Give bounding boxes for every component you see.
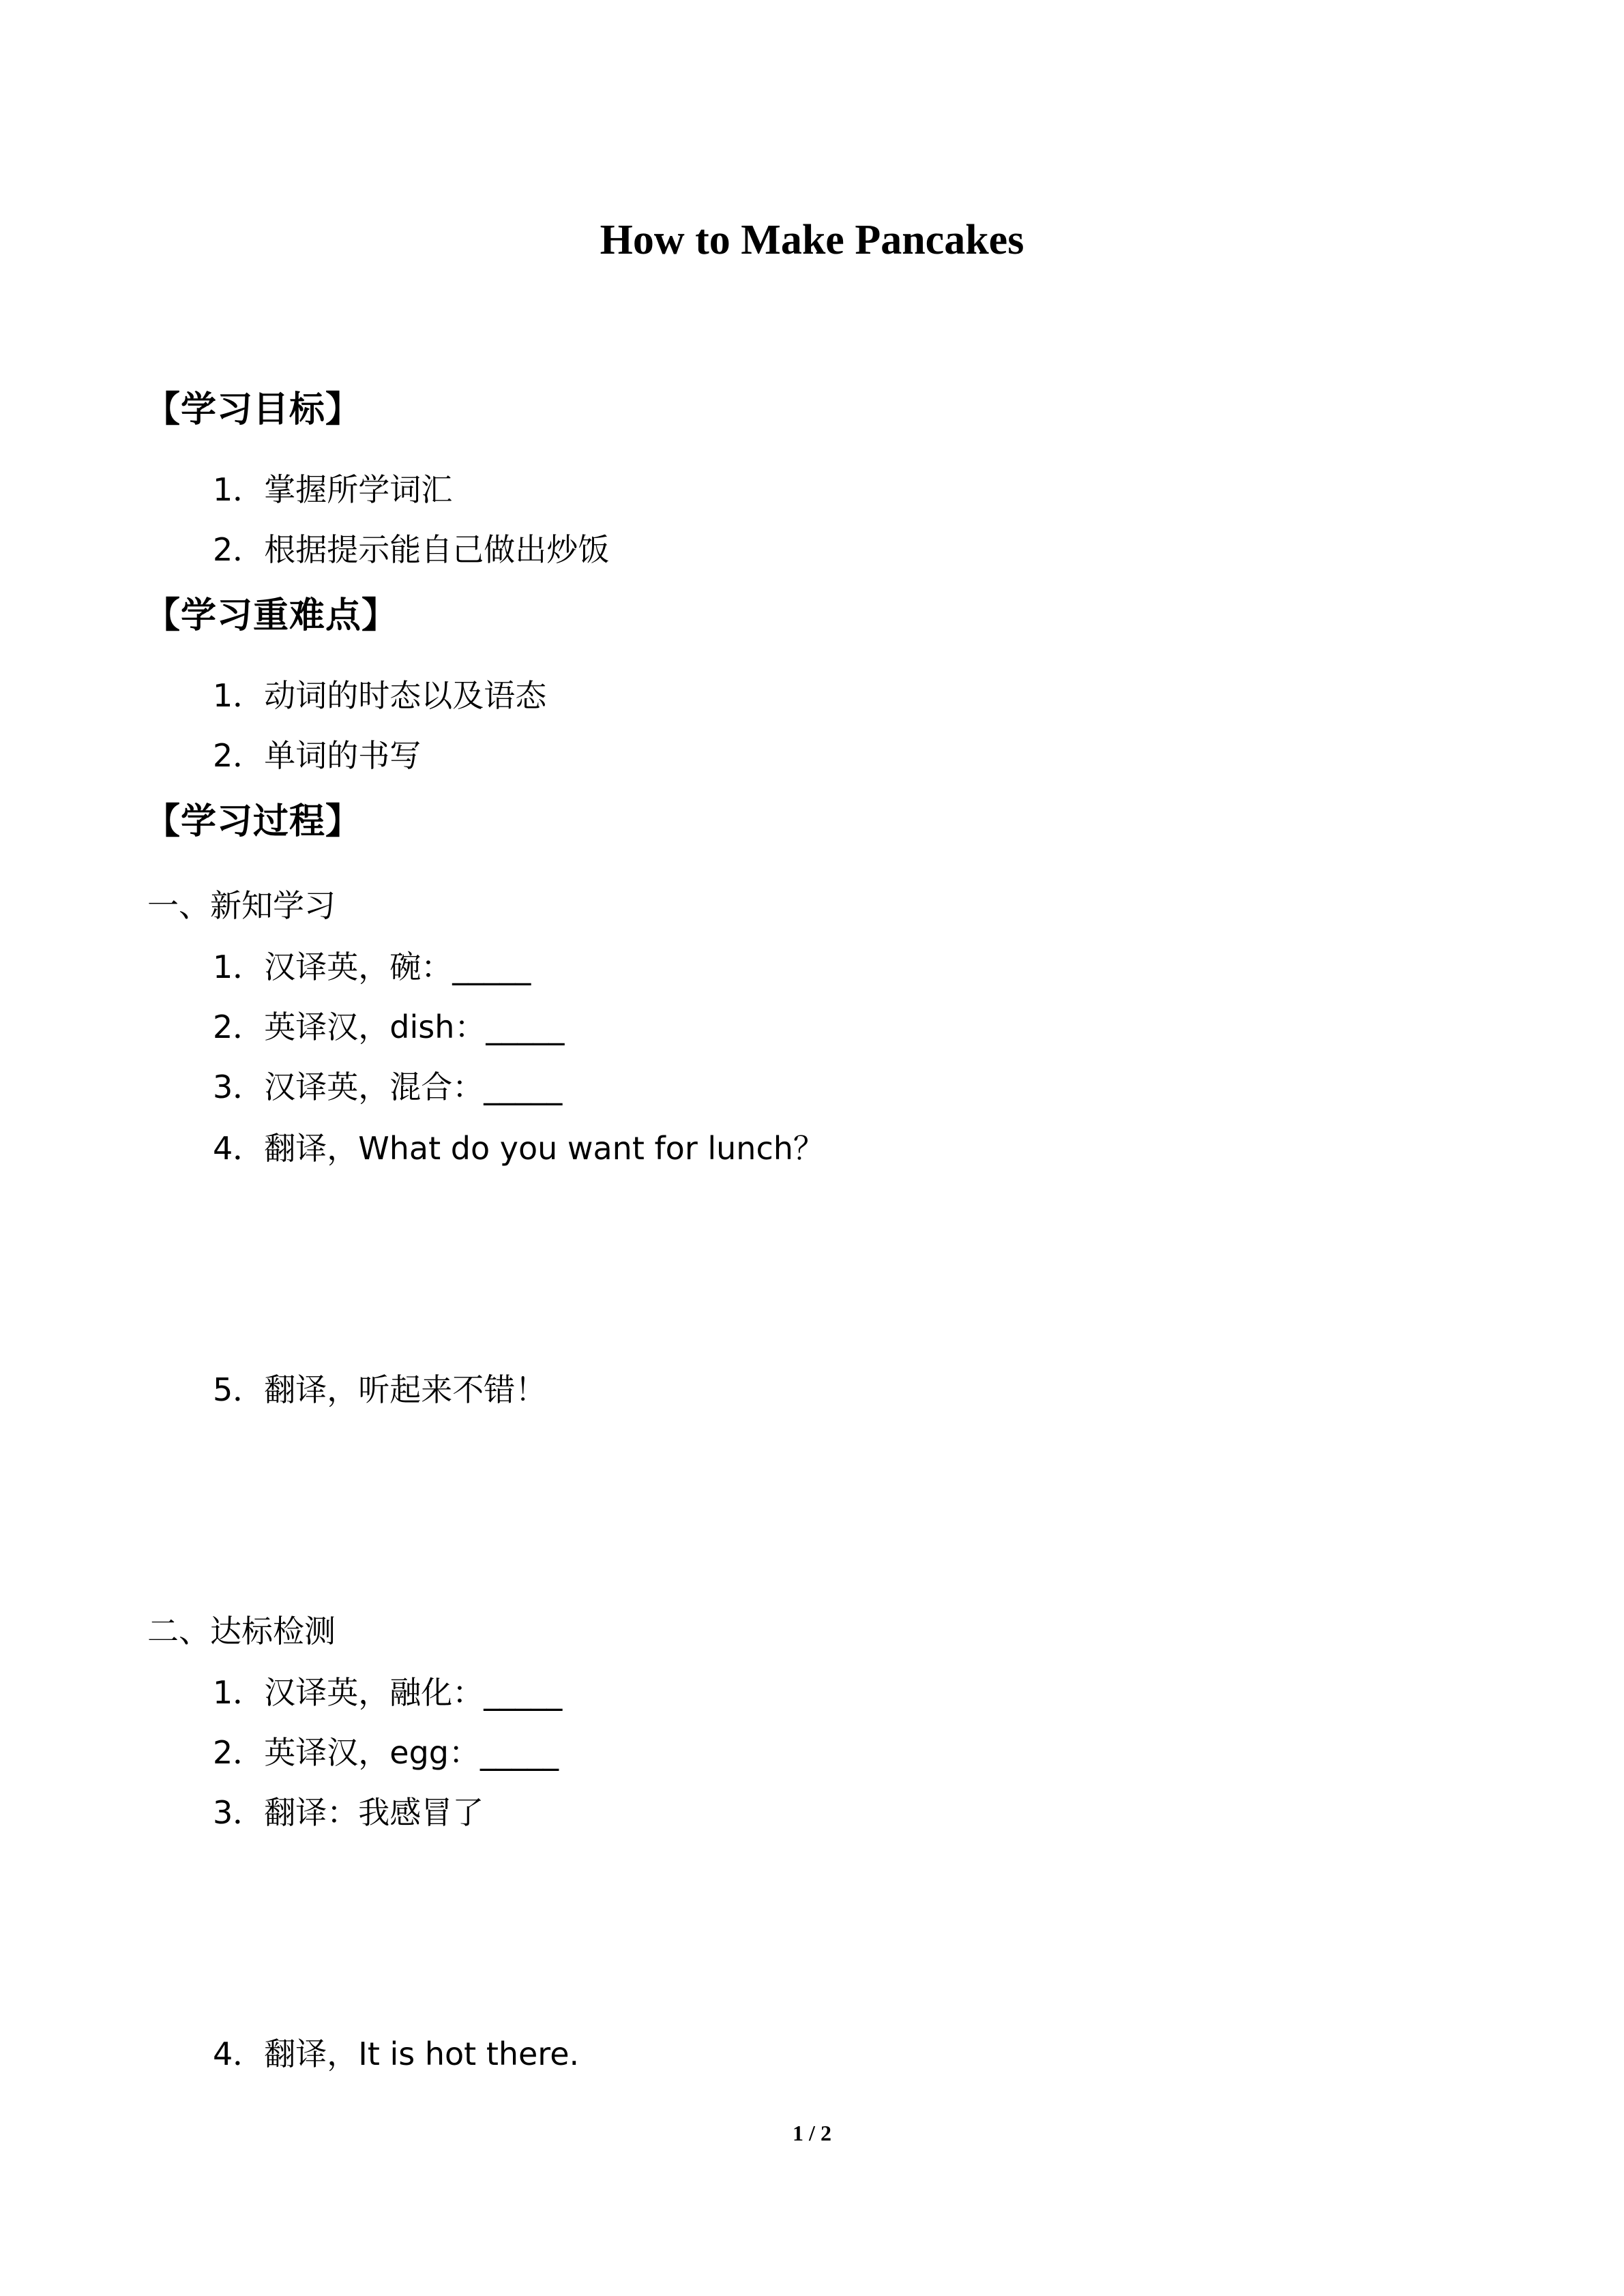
key-point-item-1: 1．动词的时态以及语态 (213, 677, 547, 714)
assessment-item-2: 2．英译汉，egg：_____ (213, 1734, 559, 1771)
process-heading: 【学习过程】 (145, 801, 362, 842)
new-knowledge-item-2: 2．英译汉，dish：_____ (213, 1009, 565, 1045)
objectives-heading: 【学习目标】 (145, 389, 362, 430)
new-knowledge-item-1: 1．汉译英，碗：_____ (213, 949, 531, 985)
key-points-heading: 【学习重难点】 (145, 595, 398, 636)
assessment-item-4: 4．翻译，It is hot there. (213, 2036, 580, 2072)
objective-item-2: 2．根据提示能自己做出炒饭 (213, 531, 610, 568)
assessment-item-1: 1．汉译英，融化：_____ (213, 1674, 563, 1711)
new-knowledge-item-5: 5．翻译，听起来不错！ (213, 1371, 547, 1408)
new-knowledge-item-4: 4．翻译，What do you want for lunch？ (213, 1130, 825, 1167)
new-knowledge-item-3: 3．汉译英，混合：_____ (213, 1069, 563, 1105)
new-knowledge-label: 一、新知学习 (147, 887, 336, 924)
assessment-item-3: 3．翻译：我感冒了 (213, 1794, 484, 1831)
assessment-label: 二、达标检测 (147, 1613, 336, 1650)
page-title: How to Make Pancakes (600, 217, 1024, 263)
key-point-item-2: 2．单词的书写 (213, 737, 422, 774)
objective-item-1: 1．掌握所学词汇 (213, 471, 453, 508)
page-number: 1 / 2 (793, 2121, 831, 2145)
